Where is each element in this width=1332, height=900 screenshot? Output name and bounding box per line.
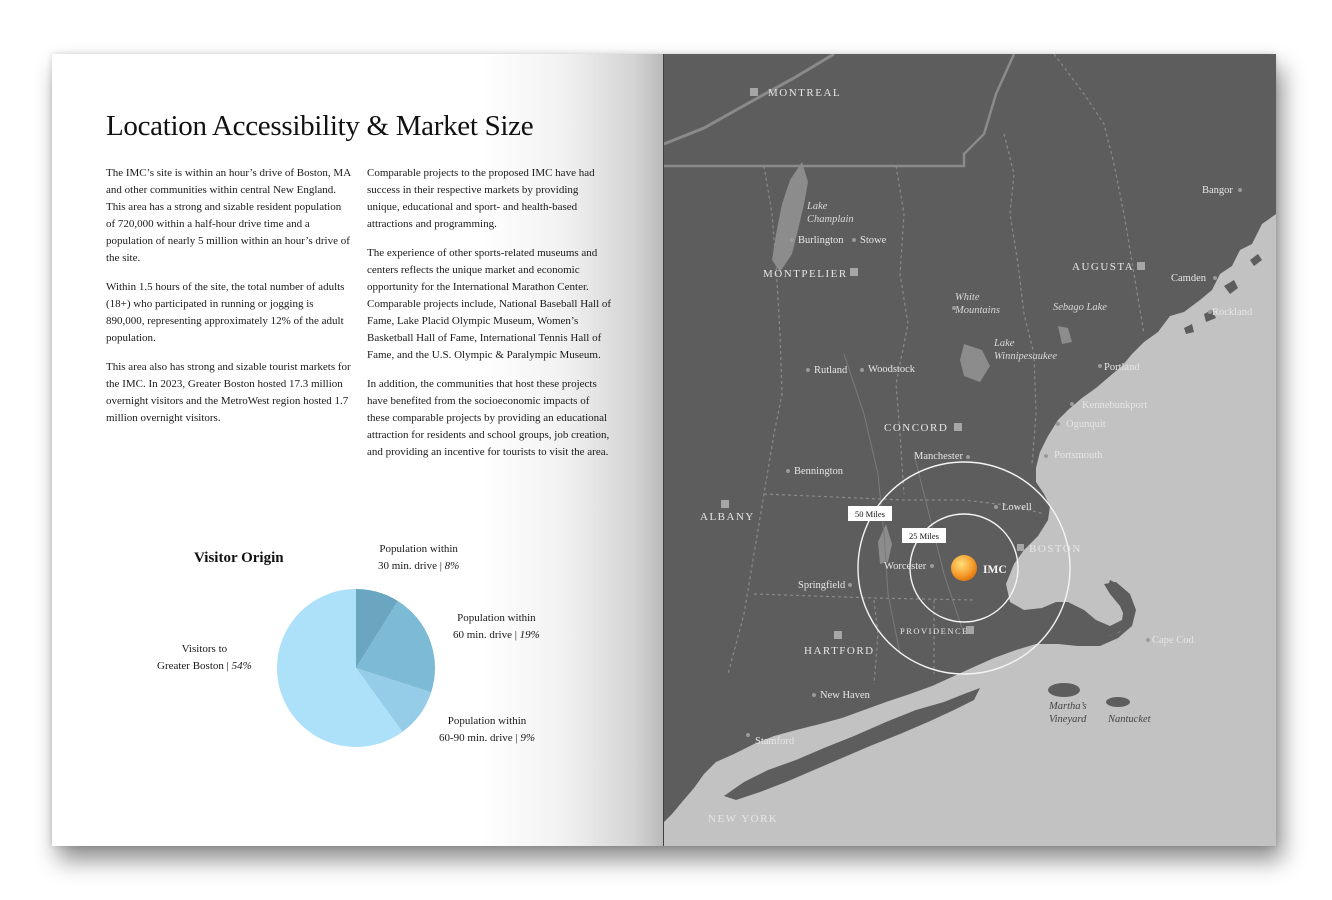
slice-label-line1: Population within xyxy=(447,715,527,727)
page-title: Location Accessibility & Market Size xyxy=(106,110,534,142)
city-label-rutland: Rutland xyxy=(814,365,848,376)
city-label-springfield: Springfield xyxy=(798,580,846,591)
canada-border xyxy=(664,54,1014,166)
slice-value: 54% xyxy=(231,660,252,672)
capital-label-montpelier: MONTPELIER xyxy=(763,268,848,280)
lake-winnipesaukee xyxy=(960,344,990,382)
label-winnipesaukee-1: Lake xyxy=(994,338,1015,349)
visitor-origin-chart xyxy=(52,54,664,846)
pie-chart xyxy=(52,54,664,846)
city-label-bennington: Bennington xyxy=(794,466,843,477)
imc-label: IMC xyxy=(983,564,1007,576)
brochure-spread xyxy=(52,54,1276,846)
label-50-miles xyxy=(848,506,892,521)
city-label-stowe: Stowe xyxy=(860,235,887,246)
label-winnipesaukee-2: Winnipesaukee xyxy=(994,351,1057,362)
paragraph: Comparable projects to the proposed IMC have had success in their respective markets by providing unique, educational and sport- and health-based attractions and programming. xyxy=(367,167,595,230)
slice-label-line2: 60-90 min. drive | xyxy=(439,732,518,744)
slice-label-line2: Greater Boston | xyxy=(157,660,229,672)
slice-label-line1: Visitors to xyxy=(181,643,228,655)
paragraph: The experience of other sports-related museums and centers reflects the unique market and economic opportunity for the International Marathon Center. Comparable projects include, National Baseball Hall of Fame, Lake Placid Olympic Museum, Women’s Basketball Hall of Fame, International Tennis Hall of Fame, and the U.S. Olympic & Paralympic Museum. xyxy=(367,247,612,361)
slice-label-line2: 30 min. drive | xyxy=(378,560,442,572)
sebago-lake xyxy=(1058,326,1072,344)
city-label-rockland: Rockland xyxy=(1212,307,1253,318)
slice-value: 9% xyxy=(520,732,536,744)
label-lake-champlain-1: Lake xyxy=(807,201,828,212)
chart-title: Visitor Origin xyxy=(194,550,284,566)
city-label-stamford: Stamford xyxy=(755,736,795,747)
label-lake-champlain-2: Champlain xyxy=(807,214,854,225)
paragraph: The IMC’s site is within an hour’s drive of Boston, MA and other communities within central New England. This area has a strong and sizable resident population of 720,000 within a half-hour drive time and a population of nearly 5 million within an hour’s drive of the site. xyxy=(106,167,351,264)
slice-value: 8% xyxy=(444,560,460,572)
label-white-mountains-2: Mountains xyxy=(955,305,1000,316)
city-label-worcester: Worcester xyxy=(884,561,927,572)
slice-label-line1: Population within xyxy=(379,543,458,555)
rivers xyxy=(844,354,964,654)
paragraph: This area also has strong and sizable tourist markets for the IMC. In 2023, Greater Boston hosted 17.3 million overnight visitors and the MetroWest region hosted 1.7 million overnight visitors. xyxy=(106,361,351,424)
label-25-miles xyxy=(902,528,946,543)
left-page xyxy=(52,54,664,846)
slice-label-greater-boston xyxy=(157,641,252,675)
city-label-new-haven: New Haven xyxy=(820,690,870,701)
new-england-map xyxy=(664,54,1276,846)
ring-label-outer: 50 Miles xyxy=(855,509,885,519)
city-label-portsmouth: Portsmouth xyxy=(1054,450,1103,461)
label-sebago-lake: Sebago Lake xyxy=(1053,302,1107,313)
city-label-bangor: Bangor xyxy=(1202,185,1233,196)
slice-label-30min xyxy=(378,541,459,575)
city-label-kennebunkport: Kennebunkport xyxy=(1082,400,1148,411)
paragraph: Within 1.5 hours of the site, the total number of adults (18+) who participated in running or jogging is 890,000, representing approximately 12% of the adult population. xyxy=(106,281,345,344)
capital-label-concord: CONCORD xyxy=(884,422,949,434)
city-label-lowell: Lowell xyxy=(1002,502,1032,513)
capital-label-providence: PROVIDENCE xyxy=(900,626,969,636)
capital-label-albany: ALBANY xyxy=(700,511,755,523)
slice-label-line2: 60 min. drive | xyxy=(453,629,517,641)
capital-label-augusta: AUGUSTA xyxy=(1072,261,1135,273)
capital-label-montreal: MONTREAL xyxy=(768,87,842,99)
city-label-woodstock: Woodstock xyxy=(868,364,915,375)
capital-label-hartford: HARTFORD xyxy=(804,645,875,657)
slice-value: 19% xyxy=(519,629,540,641)
label-white-mountains-1: White xyxy=(955,292,980,303)
label-marthas-vineyard-1: Martha’s xyxy=(1049,701,1087,712)
city-label-ogunquit: Ogunquit xyxy=(1066,419,1106,430)
label-marthas-vineyard-2: Vineyard xyxy=(1049,714,1087,725)
slice-label-60-90min xyxy=(439,713,535,747)
imc-marker-icon xyxy=(951,555,977,581)
capital-label-boston: BOSTON xyxy=(1029,543,1082,555)
ring-label-inner: 25 Miles xyxy=(909,531,939,541)
nantucket-island xyxy=(1106,697,1130,707)
paragraph: In addition, the communities that host these projects have benefited from the socioeconomic impacts of these comparable projects by providing an educational attraction for residents and school groups, job creation, and providing an incentive for tourists to visit the area. xyxy=(367,378,610,458)
slice-label-line1: Population within xyxy=(457,612,536,624)
city-label-manchester: Manchester xyxy=(914,451,963,462)
capital-label-new-york: NEW YORK xyxy=(708,813,779,825)
slice-label-60min xyxy=(453,610,540,644)
st-lawrence-river xyxy=(664,54,834,144)
lake-champlain xyxy=(772,162,808,272)
city-label-camden: Camden xyxy=(1171,273,1206,284)
marthas-vineyard-island xyxy=(1048,683,1080,697)
city-label-portland: Portland xyxy=(1104,362,1140,373)
city-label-cape-cod: Cape Cod xyxy=(1152,635,1194,646)
label-nantucket: Nantucket xyxy=(1108,714,1151,725)
city-label-burlington: Burlington xyxy=(798,235,844,246)
region-map xyxy=(664,54,1276,846)
